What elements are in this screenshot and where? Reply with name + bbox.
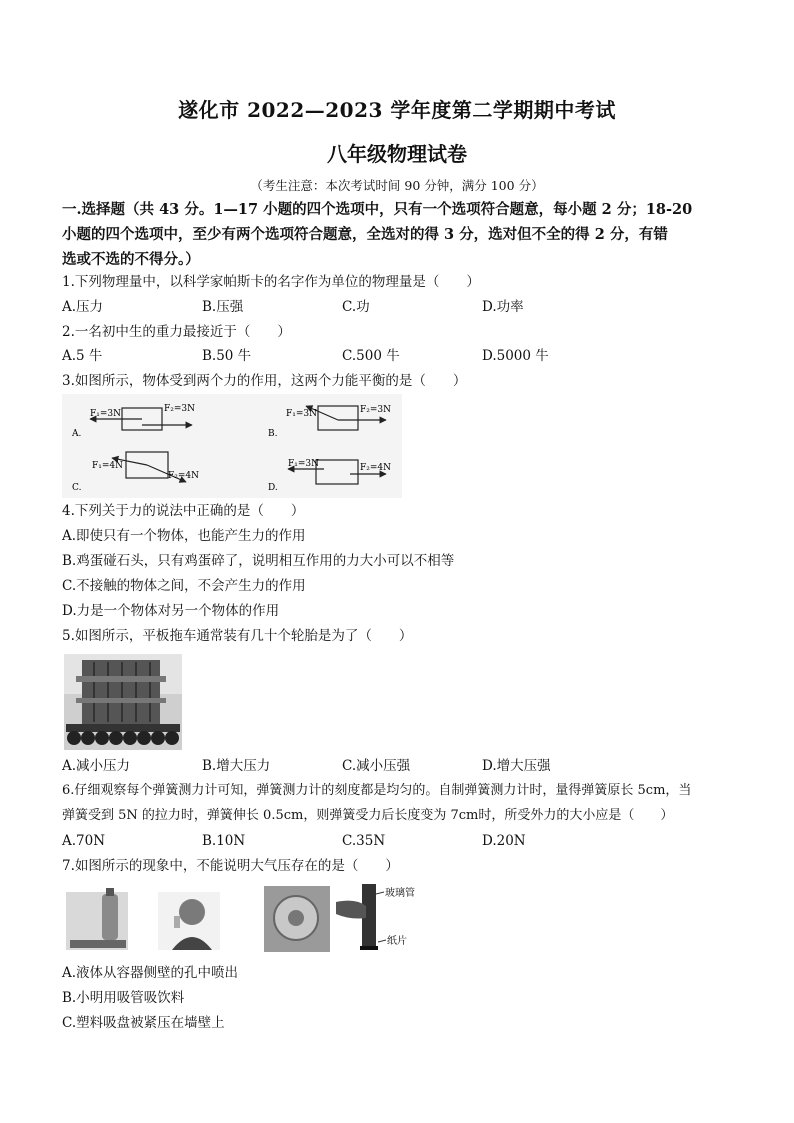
q6-option-b: B.10N (202, 833, 246, 849)
q7-photo-d-glass-tube (336, 884, 415, 950)
q4-stem: 4.下列关于力的说法中正确的是（ ） (62, 503, 305, 519)
q2-option-c: C.500 牛 (342, 348, 400, 364)
q3-d-label-f2: F₂=4N (360, 463, 391, 473)
q7-stem: 7.如图所示的现象中，不能说明大气压存在的是（ ） (62, 858, 399, 874)
section-instructions-line-1: 一.选择题（共 43 分。1—17 小题的四个选项中，只有一个选项符合题意，每小题 2 分；18-20 (62, 201, 693, 218)
q3-a-label-f1: F₁=3N (90, 409, 121, 419)
q7-photo-a-bottle (66, 888, 128, 950)
q3-a-label-f2: F₂=3N (164, 404, 195, 414)
q7-photo-c-suction-cup (264, 886, 330, 952)
q6-option-c: C.35N (342, 833, 386, 849)
exam-subtitle: 八年级物理试卷 (327, 142, 467, 166)
q3-c-label-f2: F₂=4N (168, 471, 199, 481)
q3-b-label-f1: F₁=3N (286, 409, 317, 419)
q7-photo-b-boy-drinking (158, 892, 220, 950)
q6-stem-line-2: 弹簧受到 5N 的拉力时，弹簧伸长 0.5cm，则弹簧受力后长度变为 7cm时，所受外力的大小应是（ ） (62, 808, 674, 823)
label-glass-tube: 玻璃管 (385, 888, 415, 899)
q2-option-b: B.50 牛 (202, 348, 252, 364)
q2-stem: 2.一名初中生的重力最接近于（ ） (62, 324, 291, 340)
q7-option-b: B.小明用吸管吸饮料 (62, 990, 185, 1006)
q3-force-diagrams (62, 394, 402, 498)
q1-option-c: C.功 (342, 299, 370, 315)
q1-stem: 1.下列物理量中，以科学家帕斯卡的名字作为单位的物理量是（ ） (62, 274, 480, 290)
q7-option-a: A.液体从容器侧壁的孔中喷出 (62, 965, 239, 981)
section-instructions-line-2: 小题的四个选项中，至少有两个选项符合题意，全选对的得 3 分，选对但不全的得 2 分，有错 (62, 226, 668, 243)
q4-option-c: C.不接触的物体之间，不会产生力的作用 (62, 578, 306, 594)
q5-option-a: A.减小压力 (62, 758, 131, 774)
paper-sheet (360, 946, 378, 950)
q5-option-b: B.增大压力 (202, 758, 271, 774)
section-instructions-line-3: 选或不选的不得分。） (62, 251, 200, 268)
exam-title: 遂化市 2022—2023 学年度第二学期期中考试 (178, 98, 616, 122)
q5-stem: 5.如图所示，平板拖车通常装有几十个轮胎是为了（ ） (62, 628, 413, 644)
q2-option-d: D.5000 牛 (482, 348, 549, 364)
trailer-bed (66, 724, 180, 732)
q3-d-letter: D. (268, 483, 278, 493)
q7-option-c: C.塑料吸盘被紧压在墙壁上 (62, 1015, 225, 1031)
q3-c-letter: C. (72, 483, 82, 493)
q4-option-d: D.力是一个物体对另一个物体的作用 (62, 603, 280, 619)
q3-c-label-f1: F₁=4N (92, 461, 123, 471)
q5-option-c: C.减小压强 (342, 758, 411, 774)
q2-option-a: A.5 牛 (62, 348, 103, 364)
q7-phenomena-photos (66, 884, 426, 956)
q1-option-a: A.压力 (62, 299, 104, 315)
q6-option-d: D.20N (482, 833, 526, 849)
label-paper: 纸片 (387, 936, 407, 947)
q3-b-label-f2: F₂=3N (360, 405, 391, 415)
q1-option-b: B.压强 (202, 299, 244, 315)
q1-option-d: D.功率 (482, 299, 524, 315)
q3-stem: 3.如图所示，物体受到两个力的作用，这两个力能平衡的是（ ） (62, 373, 467, 389)
q5-option-d: D.增大压强 (482, 758, 551, 774)
q6-stem-line-1: 6.仔细观察每个弹簧测力计可知，弹簧测力计的刻度都是均匀的。自制弹簧测力计时，量得弹簧原长 5cm，当 (62, 783, 692, 798)
q3-d-label-f1: F₁=3N (288, 459, 319, 469)
q3-b-letter: B. (268, 429, 278, 439)
q3-a-letter: A. (72, 429, 82, 439)
q4-option-b: B.鸡蛋碰石头，只有鸡蛋碎了，说明相互作用的力大小可以不相等 (62, 553, 455, 569)
exam-notice: （考生注意：本次考试时间 90 分钟，满分 100 分） (250, 178, 544, 193)
q6-option-a: A.70N (62, 833, 106, 849)
q4-option-a: A.即使只有一个物体，也能产生力的作用 (62, 528, 306, 544)
q5-trailer-photo (64, 654, 182, 750)
